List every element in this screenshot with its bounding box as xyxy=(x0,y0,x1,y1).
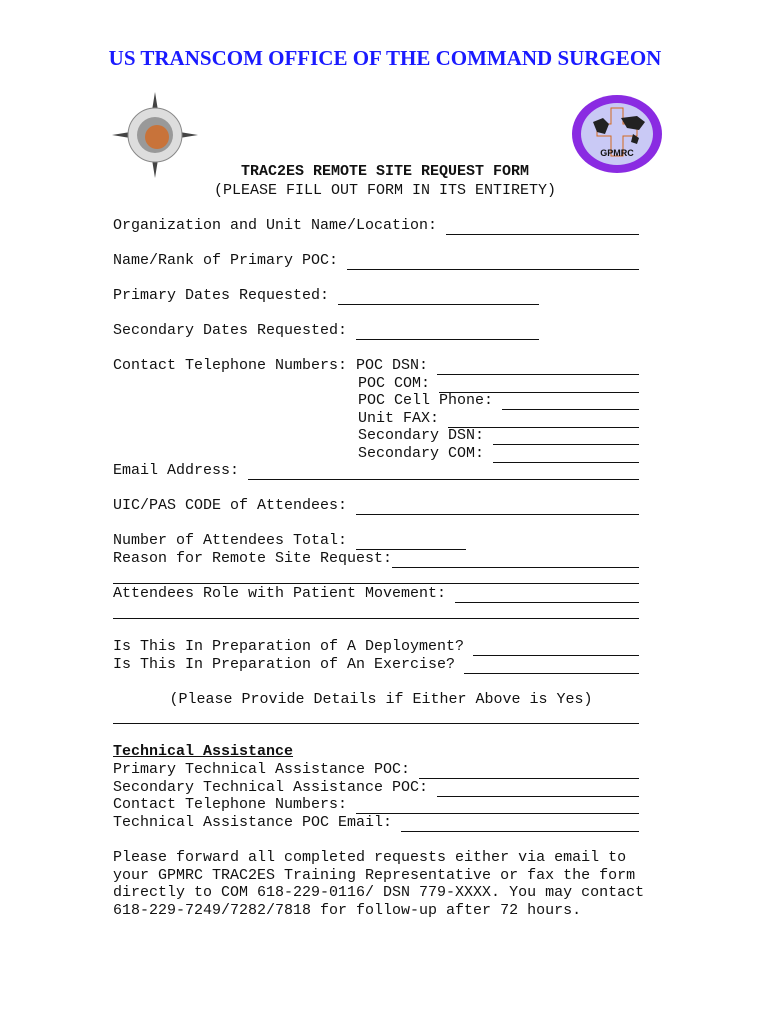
secondary-dates-input[interactable] xyxy=(356,325,539,340)
details-note: (Please Provide Details if Either Above is Yes) xyxy=(169,691,593,708)
sec-dsn-input[interactable] xyxy=(493,430,639,445)
reason-input[interactable] xyxy=(392,553,639,568)
tech-primary-input[interactable] xyxy=(419,764,639,779)
poc-cell-input[interactable] xyxy=(502,395,639,410)
tech-phone-field: Contact Telephone Numbers: xyxy=(113,796,639,814)
attendees-field: Number of Attendees Total: xyxy=(113,532,466,550)
tech-phone-input[interactable] xyxy=(356,799,639,814)
details-line[interactable] xyxy=(113,722,639,724)
role-line[interactable] xyxy=(113,617,639,619)
form-subtitle: (PLEASE FILL OUT FORM IN ITS ENTIRETY) xyxy=(213,182,557,199)
email-input[interactable] xyxy=(248,465,639,480)
reason-field: Reason for Remote Site Request: xyxy=(113,550,639,568)
poc-com-input[interactable] xyxy=(439,378,639,393)
tech-secondary-field: Secondary Technical Assistance POC: xyxy=(113,779,639,797)
poc-cell-field: POC Cell Phone: xyxy=(113,392,639,410)
primary-dates-field: Primary Dates Requested: xyxy=(113,287,539,305)
tech-email-field: Technical Assistance POC Email: xyxy=(113,814,639,832)
gpmrc-logo xyxy=(571,94,663,174)
uic-field: UIC/PAS CODE of Attendees: xyxy=(113,497,639,515)
attendees-input[interactable] xyxy=(356,535,466,550)
page-title: US TRANSCOM OFFICE OF THE COMMAND SURGEON xyxy=(108,46,662,70)
reason-line[interactable] xyxy=(113,582,639,584)
unit-fax-field: Unit FAX: xyxy=(113,410,639,428)
contact-field: Contact Telephone Numbers: POC DSN: xyxy=(113,357,639,375)
tech-heading: Technical Assistance xyxy=(113,743,294,760)
org-field: Organization and Unit Name/Location: xyxy=(113,217,639,235)
deployment-field: Is This In Preparation of A Deployment? xyxy=(113,638,639,656)
uic-input[interactable] xyxy=(356,500,639,515)
tech-email-input[interactable] xyxy=(401,817,639,832)
role-input[interactable] xyxy=(455,588,639,603)
sec-dsn-field: Secondary DSN: xyxy=(113,427,639,445)
sec-com-input[interactable] xyxy=(493,448,639,463)
svg-text:GPMRC: GPMRC xyxy=(600,148,634,158)
poc-com-field: POC COM: xyxy=(113,375,639,393)
form-title: TRAC2ES REMOTE SITE REQUEST FORM xyxy=(240,163,530,180)
org-input[interactable] xyxy=(446,220,639,235)
sec-com-field: Secondary COM: xyxy=(113,445,639,463)
deployment-input[interactable] xyxy=(473,641,639,656)
exercise-field: Is This In Preparation of An Exercise? xyxy=(113,656,639,674)
poc-field: Name/Rank of Primary POC: xyxy=(113,252,639,270)
primary-dates-input[interactable] xyxy=(338,290,539,305)
poc-dsn-input[interactable] xyxy=(437,360,639,375)
exercise-input[interactable] xyxy=(464,659,639,674)
tech-primary-field: Primary Technical Assistance POC: xyxy=(113,761,639,779)
footer-instructions: Please forward all completed requests either via email to your GPMRC TRAC2ES Training Representative or fax the form directly to COM 618-229-0116/ DSN 779-XXXX. You may contact 618-229-7249/7282/7818 for follow-up after 72 hours. xyxy=(113,849,645,919)
secondary-dates-field: Secondary Dates Requested: xyxy=(113,322,539,340)
role-field: Attendees Role with Patient Movement: xyxy=(113,585,639,603)
poc-input[interactable] xyxy=(347,255,639,270)
email-field: Email Address: xyxy=(113,462,639,480)
tech-secondary-input[interactable] xyxy=(437,782,639,797)
unit-fax-input[interactable] xyxy=(448,413,639,428)
